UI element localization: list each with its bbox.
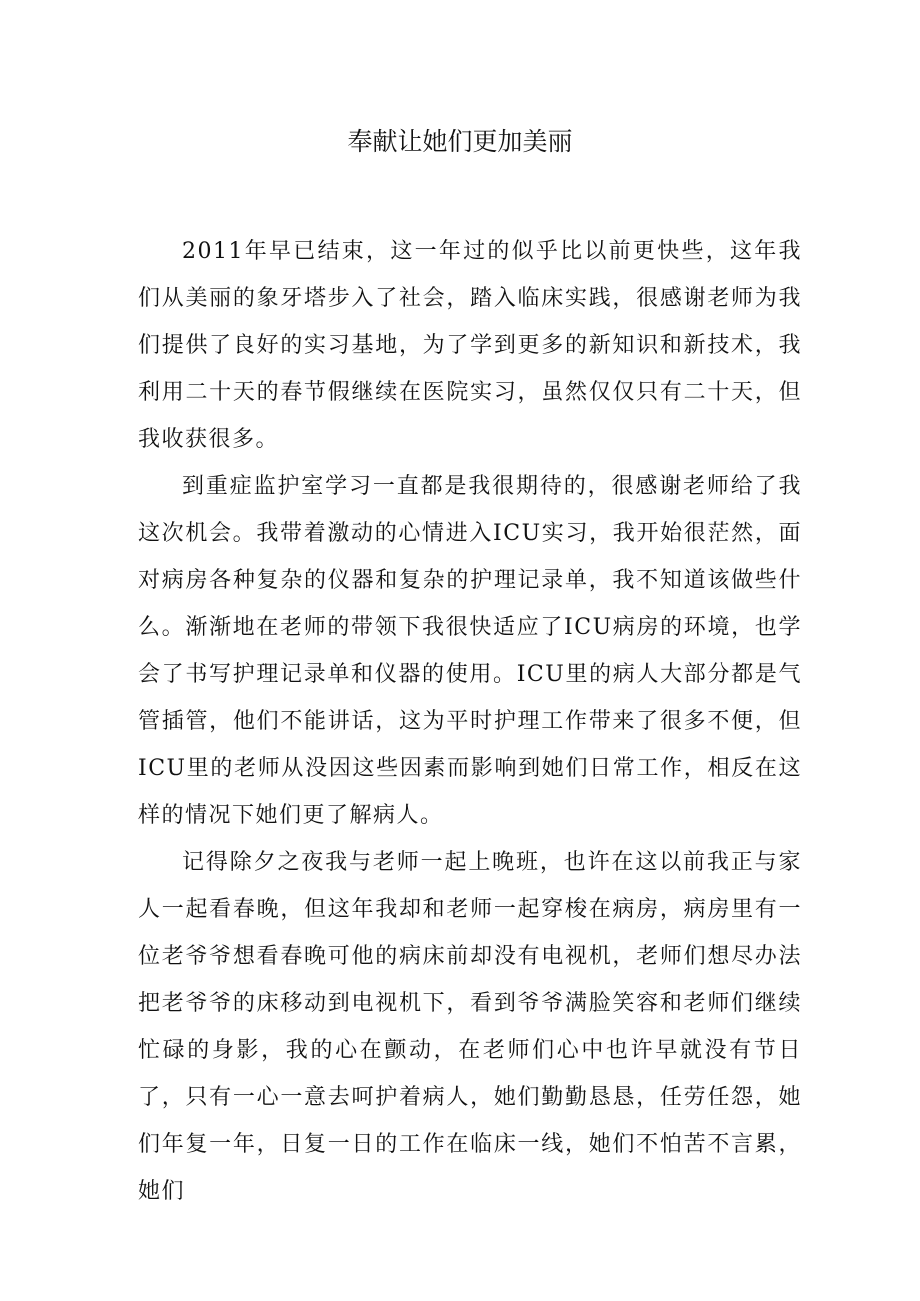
- document-body: [138, 228, 802, 1215]
- paragraph-3: 记得除夕之夜我与老师一起上晚班，也许在这以前我正与家人一起看春晚，但这年我却和老师一起穿梭在病房，病房里有一位老爷爷想看春晚可他的病床前却没有电视机，老师们想尽办法把老爷爷的床移动到电视机下，看到爷爷满脸笑容和老师们继续忙碌的身影，我的心在颤动，在老师们心中也许早就没有节日了，只有一心一意去呵护着病人，她们勤勤恳恳，任劳任怨，她们年复一年，日复一日的工作在临床一线，她们不怕苦不言累，她们: [138, 850, 802, 1204]
- document-title: 奉献让她们更加美丽: [347, 127, 573, 156]
- paragraph-1: 2011年早已结束，这一年过的似乎比以前更快些，这年我们从美丽的象牙塔步入了社会，踏入临床实践，很感谢老师为我们提供了良好的实习基地，为了学到更多的新知识和新技术，我利用二十天的春节假继续在医院实习，虽然仅仅只有二十天，但我收获很多。: [138, 239, 802, 452]
- paragraph-2: 到重症监护室学习一直都是我很期待的，很感谢老师给了我这次机会。我带着激动的心情进入ICU实习，我开始很茫然，面对病房各种复杂的仪器和复杂的护理记录单，我不知道该做些什么。渐渐地在老师的带领下我很快适应了ICU病房的环境，也学会了书写护理记录单和仪器的使用。ICU里的病人大部分都是气管插管，他们不能讲话，这为平时护理工作带来了很多不便，但ICU里的老师从没因这些因素而影响到她们日常工作，相反在这样的情况下她们更了解病人。: [138, 474, 802, 828]
